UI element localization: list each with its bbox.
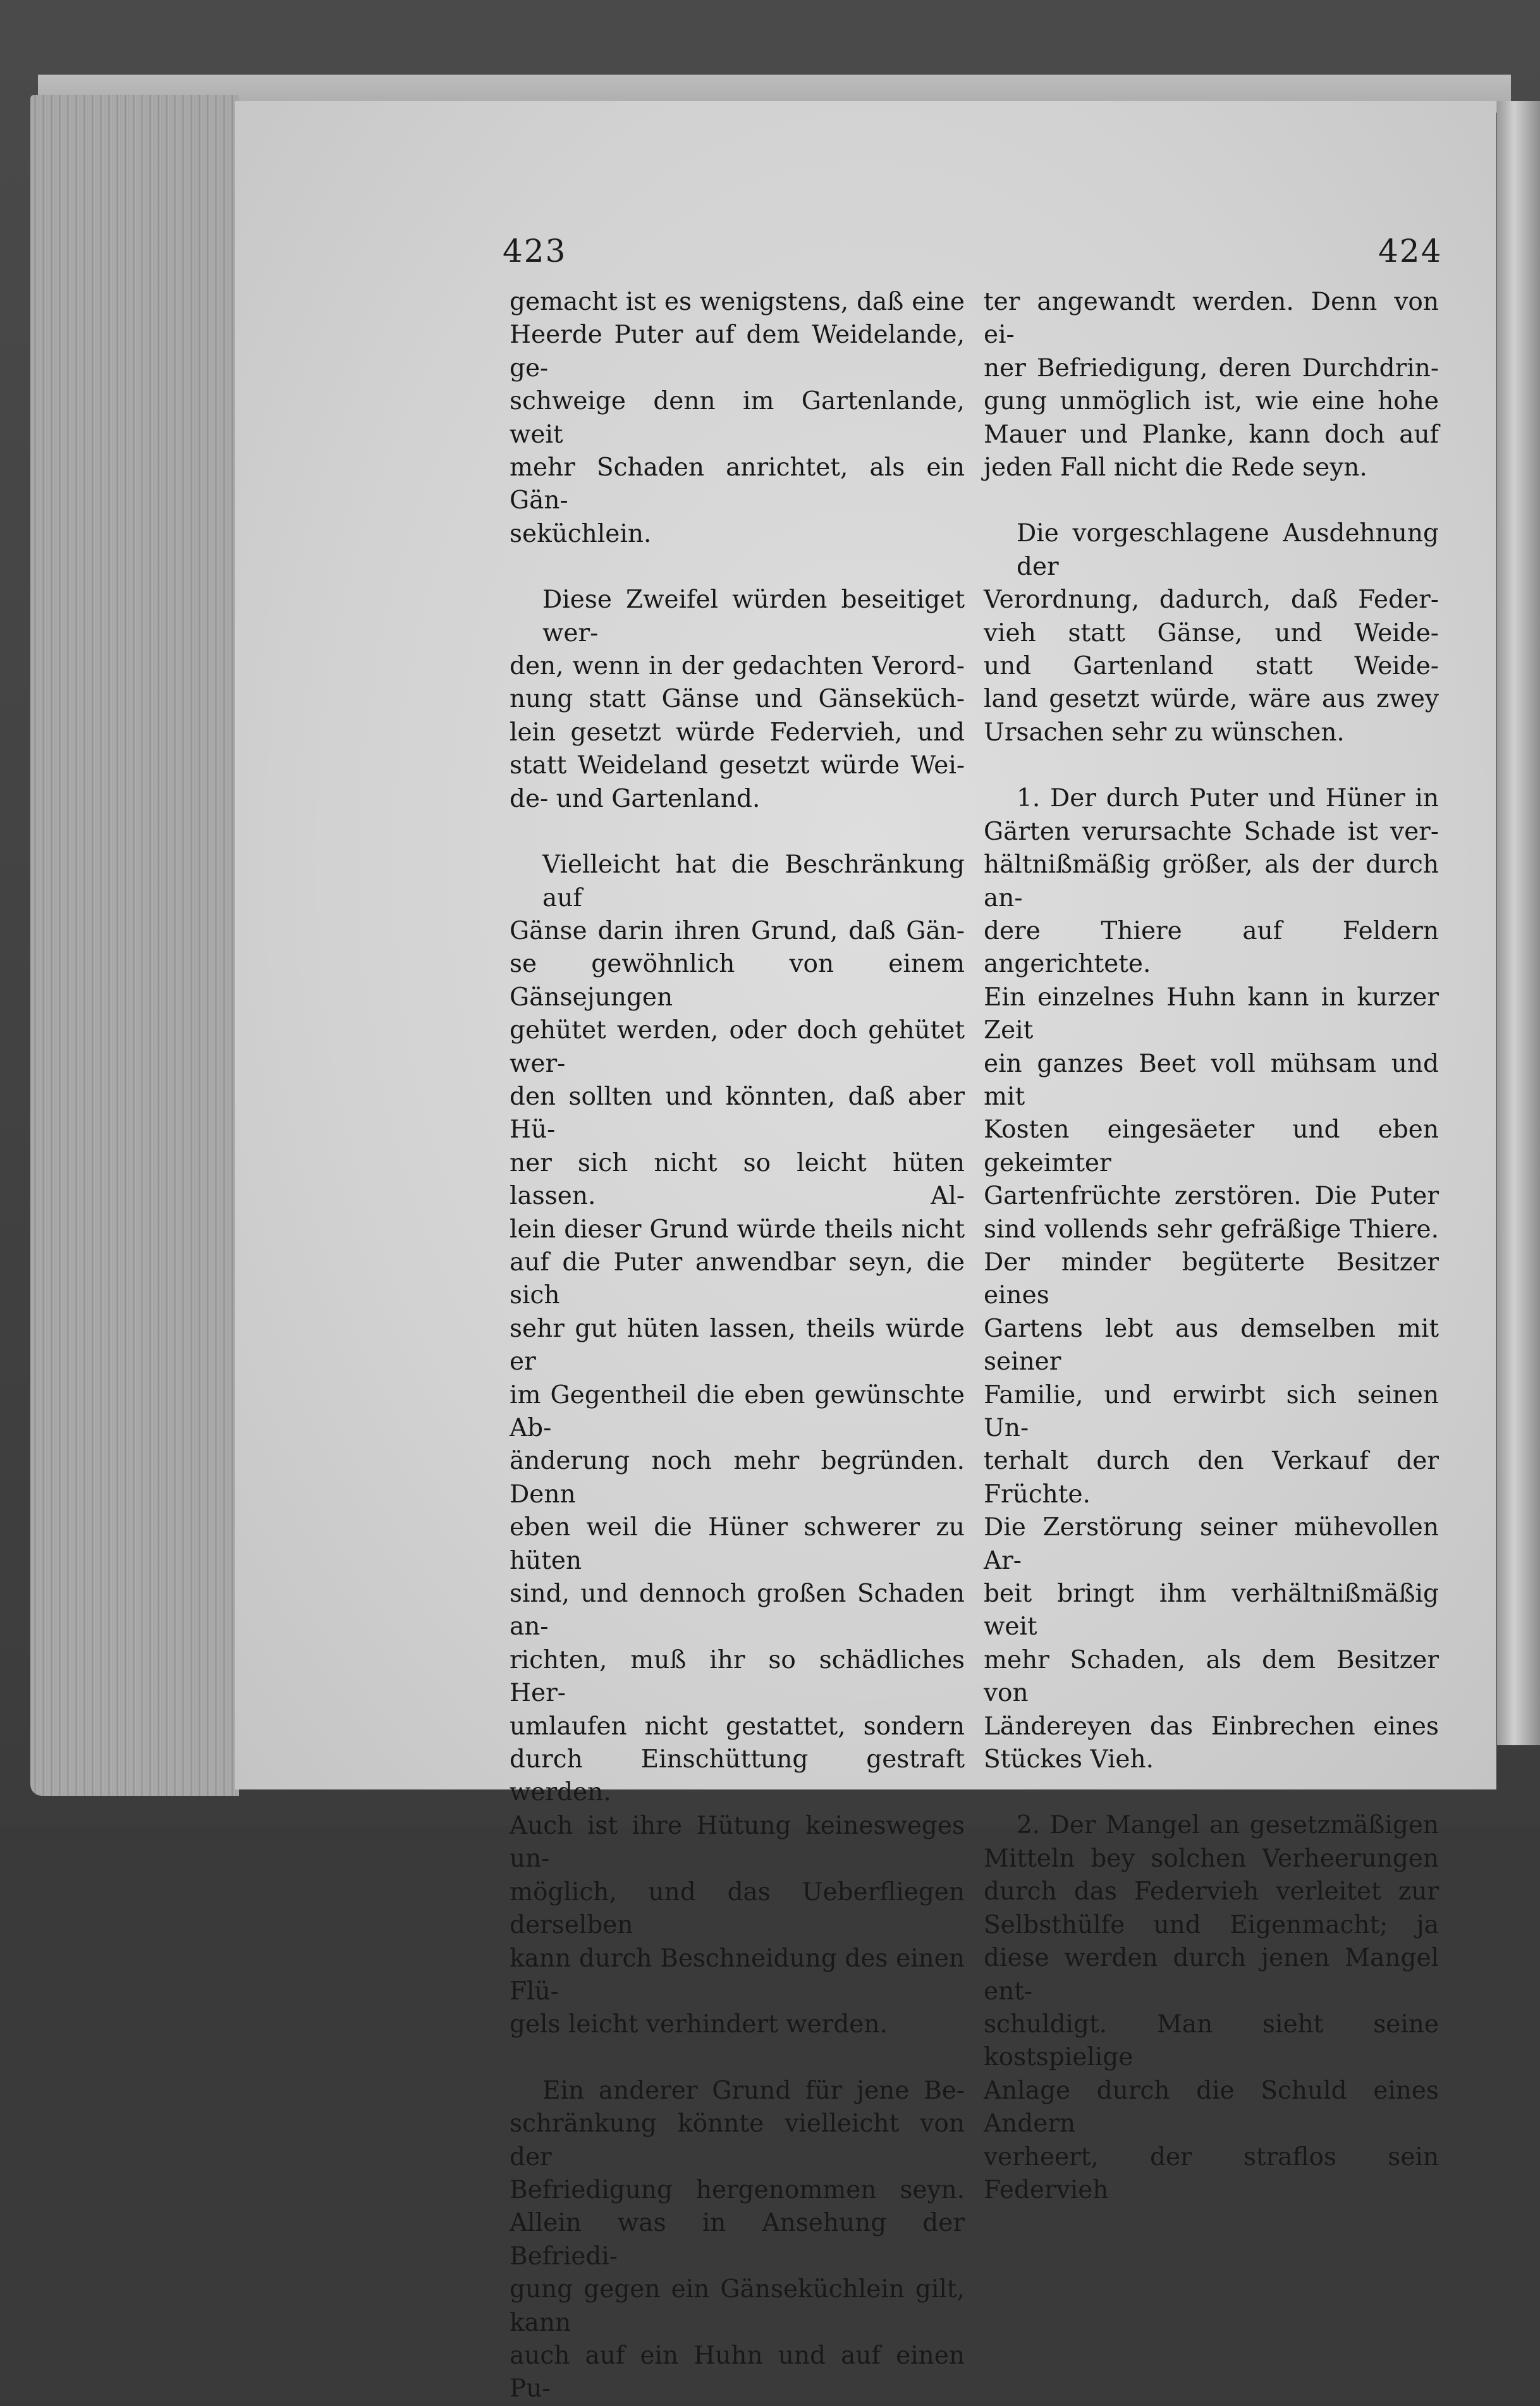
text-line: sind vollends sehr gefräßige Thiere. <box>984 1215 1439 1244</box>
text-line: land gesetzt würde, wäre aus zwey <box>984 685 1439 714</box>
text-line: mehr Schaden, als dem Besitzer von <box>984 1645 1439 1708</box>
text-line: sehr gut hüten lassen, theils würde er <box>510 1314 965 1377</box>
text-line: Die vorgeschlagene Ausdehnung der <box>1017 519 1439 581</box>
text-line: durch Einschüttung gestraft werden. <box>510 1745 965 1807</box>
text-line: Allein was in Ansehung der Befriedi- <box>510 2209 965 2271</box>
page-number-left: 423 <box>503 233 567 269</box>
text-line: auch auf ein Huhn und auf einen Pu- <box>510 2341 965 2403</box>
text-line: schuldigt. Man sieht seine kostspielige <box>984 2010 1439 2072</box>
text-line: Mitteln bey solchen Verheerungen <box>984 1844 1439 1873</box>
text-line: ner sich nicht so leicht hüten lassen. Al- <box>510 1148 965 1211</box>
text-line: ter angewandt werden. Denn von ei- <box>984 288 1439 350</box>
right-page-fold <box>1497 101 1540 1745</box>
text-line: 2. Der Mangel an gesetzmäßigen <box>1017 1811 1439 1840</box>
text-line: schweige denn im Gartenlande, weit <box>510 387 965 449</box>
text-line: Stückes Vieh. <box>984 1745 1154 1774</box>
text-line: richten, muß ihr so schädliches Her- <box>510 1645 965 1708</box>
text-line: Der minder begüterte Besitzer eines <box>984 1248 1439 1310</box>
paragraph-gap <box>510 816 965 849</box>
text-line: Gartenfrüchte zerstören. Die Puter <box>984 1182 1439 1211</box>
text-line: jeden Fall nicht die Rede seyn. <box>984 453 1367 482</box>
text-line: schränkung könnte vielleicht von der <box>510 2109 965 2171</box>
text-line: Ein einzelnes Huhn kann in kurzer Zeit <box>984 983 1439 1045</box>
text-line: Kosten eingesäeter und eben gekeimter <box>984 1115 1439 1177</box>
text-line: se gewöhnlich von einem Gänsejungen <box>510 950 965 1012</box>
text-line: auf die Puter anwendbar seyn, die sich <box>510 1248 965 1310</box>
text-line: Die Zerstörung seiner mühevollen Ar- <box>984 1513 1439 1575</box>
text-line: 1. Der durch Puter und Hüner in <box>1017 784 1439 813</box>
text-line: terhalt durch den Verkauf der Früchte. <box>984 1447 1439 1509</box>
paragraph-gap <box>984 1776 1439 1809</box>
text-line: Ursachen sehr zu wünschen. <box>984 718 1345 747</box>
text-line: Auch ist ihre Hütung keinesweges un- <box>510 1811 965 1874</box>
text-line: und Gartenland statt Weide- <box>984 652 1439 681</box>
paragraph-gap <box>510 551 965 584</box>
text-line: Befriedigung hergenommen seyn. <box>510 2175 965 2204</box>
paragraph-gap <box>984 749 1439 782</box>
text-line: gung gegen ein Gänseküchlein gilt, kann <box>510 2275 965 2337</box>
text-line: statt Weideland gesetzt würde Wei- <box>510 751 965 780</box>
page-number-right: 424 <box>1378 233 1443 269</box>
text-line: Verordnung, dadurch, daß Feder- <box>984 586 1439 615</box>
paragraph-gap <box>984 484 1439 517</box>
text-line: sind, und dennoch großen Schaden an- <box>510 1580 965 1642</box>
text-line: seküchlein. <box>510 519 652 548</box>
text-line: gung unmöglich ist, wie eine hohe <box>984 387 1439 416</box>
text-line: Selbsthülfe und Eigenmacht; ja <box>984 1910 1439 1939</box>
text-line: gels leicht verhindert werden. <box>510 2010 888 2039</box>
text-line: de- und Gartenland. <box>510 784 761 813</box>
text-line: Mauer und Planke, kann doch auf <box>984 420 1439 449</box>
text-line: nung statt Gänse und Gänseküch- <box>510 685 965 714</box>
text-line: kann durch Beschneidung des einen Flü- <box>510 1944 965 2006</box>
text-line: Gärten verursachte Schade ist ver- <box>984 817 1439 846</box>
paragraph-gap <box>510 2042 965 2075</box>
text-line: beit bringt ihm verhältnißmäßig weit <box>984 1580 1439 1642</box>
text-line: vieh statt Gänse, und Weide- <box>984 618 1439 648</box>
text-line: eben weil die Hüner schwerer zu hüten <box>510 1513 965 1575</box>
text-line: verheert, der straflos sein Federvieh <box>984 2142 1439 2204</box>
text-line: den sollten und könnten, daß aber Hü- <box>510 1082 965 1145</box>
text-line: gehütet werden, oder doch gehütet wer- <box>510 1016 965 1078</box>
text-line: Gartens lebt aus demselben mit seiner <box>984 1314 1439 1377</box>
text-line: im Gegentheil die eben gewünschte Ab- <box>510 1380 965 1442</box>
left-text-column <box>510 286 965 2406</box>
text-line: Ein anderer Grund für jene Be- <box>542 2076 965 2105</box>
text-line: umlaufen nicht gestattet, sondern <box>510 1712 965 1741</box>
text-line: lein dieser Grund würde theils nicht <box>510 1215 965 1244</box>
text-line: lein gesetzt würde Federvieh, und <box>510 718 965 747</box>
text-line: Heerde Puter auf dem Weidelande, ge- <box>510 321 965 383</box>
text-line: gemacht ist es wenigstens, daß eine <box>510 288 965 316</box>
text-line: den, wenn in der gedachten Verord- <box>510 652 965 681</box>
text-line: Anlage durch die Schuld eines Andern <box>984 2076 1439 2139</box>
text-line: änderung noch mehr begründen. Denn <box>510 1447 965 1509</box>
text-line: ein ganzes Beet voll mühsam und mit <box>984 1049 1439 1111</box>
right-text-column <box>984 286 1439 2207</box>
text-line: ner Befriedigung, deren Durchdrin- <box>984 353 1439 383</box>
text-line: Vielleicht hat die Beschränkung auf <box>542 850 965 912</box>
text-line: Ländereyen das Einbrechen eines <box>984 1712 1439 1741</box>
text-line: möglich, und das Ueberfliegen derselben <box>510 1877 965 1940</box>
text-line: Gänse darin ihren Grund, daß Gän- <box>510 916 965 945</box>
text-line: durch das Federvieh verleitet zur <box>984 1877 1439 1906</box>
text-line: dere Thiere auf Feldern angerichtete. <box>984 916 1439 979</box>
text-line: hältnißmäßig größer, als der durch an- <box>984 850 1439 912</box>
page-stack-edge <box>30 95 239 1796</box>
text-line: diese werden durch jenen Mangel ent- <box>984 1944 1439 2006</box>
text-line: mehr Schaden anrichtet, als ein Gän- <box>510 453 965 515</box>
text-line: Diese Zweifel würden beseitiget wer- <box>542 586 965 648</box>
text-line: Familie, und erwirbt sich seinen Un- <box>984 1380 1439 1442</box>
